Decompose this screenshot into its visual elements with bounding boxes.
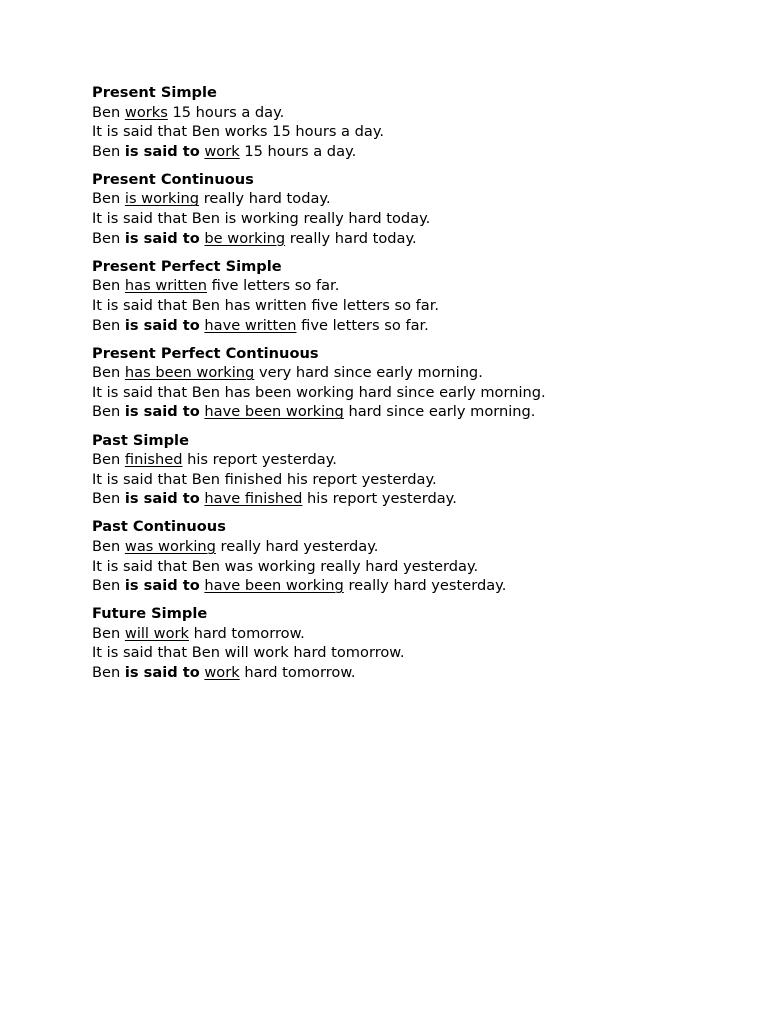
is-said-to: is said to [124,316,200,334]
section-present-perfect-simple [92,257,752,335]
sentence-rest: hard since early morning. [343,403,536,421]
passive-sentence [92,142,752,162]
section-heading: Past Simple [92,431,189,449]
sentence-subject: Ben [92,190,125,208]
section-past-continuous [92,517,752,595]
sentence-subject: Ben [92,316,125,334]
passive-sentence [92,402,752,422]
section-present-perfect-continuous [92,344,752,422]
active-sentence [92,363,752,383]
section-heading: Future Simple [92,605,208,623]
sentence-subject: Ben [92,403,125,421]
sentence-subject: Ben [92,229,125,247]
section-heading: Present Continuous [92,170,254,188]
passive-sentence [92,229,752,249]
sentence-subject: Ben [92,451,125,469]
section-heading: Past Continuous [92,518,226,536]
sentence-subject: Ben [92,490,125,508]
verb-form: was working [124,537,216,555]
verb-form: works [124,103,168,121]
sentence-rest: 15 hours a day. [167,103,285,121]
sentence-subject: Ben [92,664,125,682]
section-future-simple [92,604,752,682]
is-said-to: is said to [124,229,200,247]
sentence-rest: his report yesterday. [302,490,457,508]
section-heading: Present Perfect Continuous [92,344,319,362]
sentence-subject: Ben [92,537,125,555]
is-said-to: is said to [124,403,200,421]
sentence-rest: five letters so far. [296,316,429,334]
sentence-subject: Ben [92,103,125,121]
verb-form: is working [124,190,200,208]
section-present-simple [92,83,752,161]
infinitive-form: have been working [204,577,344,595]
infinitive-form: have been working [204,403,344,421]
sentence-subject: Ben [92,577,125,595]
sentence-rest: five letters so far. [207,277,340,295]
sentence-rest: really hard today. [285,229,417,247]
sentence-subject: Ben [92,364,125,382]
it-is-said-sentence: It is said that Ben works 15 hours a day. [92,123,385,141]
verb-form: will work [124,624,189,642]
active-sentence [92,103,752,123]
active-sentence [92,450,752,470]
it-is-said-sentence: It is said that Ben will work hard tomorrow. [92,644,405,662]
section-heading: Present Simple [92,84,217,101]
infinitive-form: be working [204,229,286,247]
infinitive-form: work [204,664,240,682]
passive-sentence [92,316,752,336]
is-said-to: is said to [124,142,200,160]
infinitive-form: work [204,142,240,160]
passive-sentence [92,663,752,683]
is-said-to: is said to [124,577,200,595]
grammar-content [92,83,752,691]
active-sentence [92,189,752,209]
sentence-rest: hard tomorrow. [239,664,356,682]
section-heading: Present Perfect Simple [92,257,282,275]
sentence-rest: his report yesterday. [182,451,337,469]
it-is-said-sentence: It is said that Ben was working really hard yesterday. [92,557,479,575]
sentence-subject: Ben [92,142,125,160]
active-sentence [92,624,752,644]
it-is-said-sentence: It is said that Ben has been working hard since early morning. [92,383,546,401]
is-said-to: is said to [124,490,200,508]
active-sentence [92,537,752,557]
it-is-said-sentence: It is said that Ben is working really hard today. [92,210,431,228]
sentence-subject: Ben [92,277,125,295]
sentence-rest: very hard since early morning. [254,364,483,382]
section-past-simple [92,431,752,509]
passive-sentence [92,489,752,509]
active-sentence [92,276,752,296]
sentence-rest: really hard yesterday. [215,537,379,555]
verb-form: has been working [124,364,255,382]
passive-sentence [92,576,752,596]
it-is-said-sentence: It is said that Ben has written five letters so far. [92,296,440,314]
section-present-continuous [92,170,752,248]
it-is-said-sentence: It is said that Ben finished his report yesterday. [92,470,437,488]
infinitive-form: have finished [204,490,303,508]
sentence-rest: hard tomorrow. [188,624,305,642]
verb-form: finished [124,451,183,469]
sentence-rest: really hard yesterday. [343,577,507,595]
sentence-rest: 15 hours a day. [239,142,357,160]
verb-form: has written [124,277,207,295]
sentence-subject: Ben [92,624,125,642]
sentence-rest: really hard today. [199,190,331,208]
is-said-to: is said to [124,664,200,682]
infinitive-form: have written [204,316,297,334]
